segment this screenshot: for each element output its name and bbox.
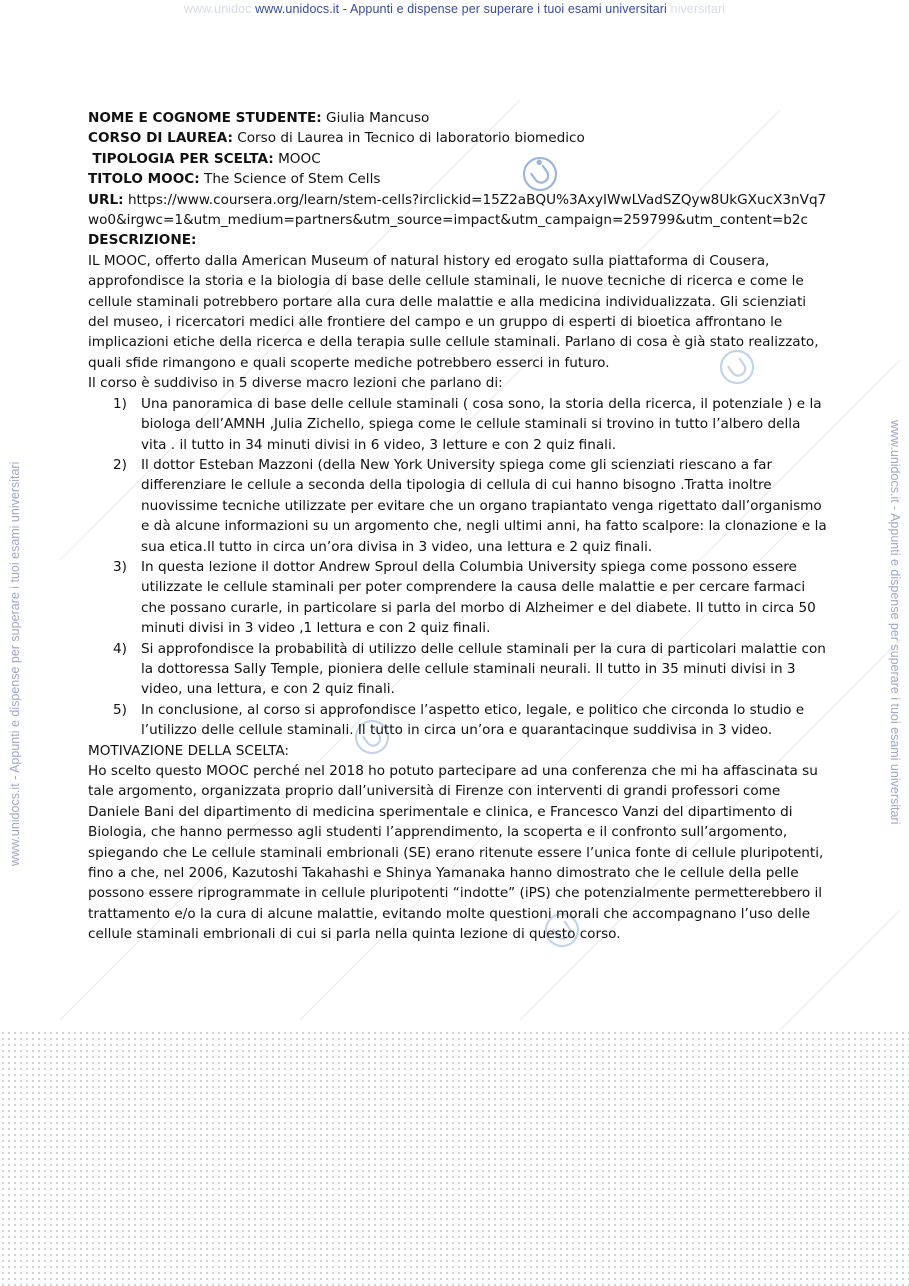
list-item-number: 4) (113, 640, 127, 657)
mooc-title-line (88, 169, 828, 189)
list-item-number: 5) (113, 701, 127, 718)
student-label: NOME E COGNOME STUDENTE (88, 110, 317, 126)
course-value: Corso di Laurea in Tecnico di laboratorio biomedico (237, 130, 585, 147)
type-line: TIPOLOGIA PER SCELTA: MOOC (92, 150, 321, 167)
document-body (88, 108, 828, 945)
description-text: IL MOOC, offerto dalla American Museum of natural history ed erogato sulla piattaforma di Cousera, approfondisce la storia e la biologia di base delle cellule staminali, le nuove tecniche di ricerca e come le cellule staminali potrebbero portare alla cura delle malattie e alla medicina individualizzata. Gli scienziati del museo, i ricercatori medici alle frontiere del campo e un gruppo di esperti di bioetica affrontano le implicazioni etiche della ricerca e della terapia sulle cellule staminali. Parlano di cosa è già stato realizzato, quali sfide rimangono e quali scoperte mediche potrebbero esserci in futuro. (88, 252, 819, 371)
list-item-text: In conclusione, al corso si approfondisce l’aspetto etico, legale, e politico che circonda lo studio e l’utilizzo delle cellule staminali. Il tutto in circa un’ora e quarantacinque suddivisa in 3 video. (141, 701, 805, 739)
lessons-list (88, 394, 828, 741)
watermark-header-text: www.unidocs.it - Appunti e dispense per superare i tuoi esami universitari (255, 2, 667, 16)
url-label: URL: (88, 191, 124, 208)
motivation-heading: MOTIVAZIONE DELLA SCELTA: (88, 742, 290, 759)
list-item-number: 3) (113, 558, 127, 575)
type-label: TIPOLOGIA PER SCELTA (92, 150, 269, 167)
course-label: CORSO DI LAUREA (88, 130, 228, 147)
list-item-text: Il dottor Esteban Mazzoni (della New York University spiega come gli scienziati riescano a far differenziare le cellule a seconda della tipologia di cellula di cui hanno bisogno .Tratta inoltre nuovissime tecniche utilizzate per evitare che un organo trapiantato venga rigettato dall’organismo e dà alcune informazioni su un argomento che, negli ultimi anni, ha fatto scalpore: la clonazione e la sua etica.Il tutto in circa un’ora divisa in 3 video, una lettura e 2 quiz finali. (141, 456, 827, 555)
list-item-number: 1) (113, 395, 127, 412)
url-line (88, 190, 828, 231)
student-line: NOME E COGNOME STUDENTE: Giulia Mancuso (88, 110, 430, 126)
lessons-intro: Il corso è suddiviso in 5 diverse macro lezioni che parlano di: (88, 375, 503, 392)
description-heading: DESCRIZIONE: (88, 232, 197, 249)
mooc-title-label: TITOLO MOOC: (88, 171, 200, 188)
list-item (88, 455, 828, 557)
course-line: CORSO DI LAUREA: Corso di Laurea in Tecnico di laboratorio biomedico (88, 130, 585, 147)
list-item (88, 639, 828, 700)
watermark-ghost-left: www.unidoc (183, 2, 252, 16)
student-value: Giulia Mancuso (326, 110, 430, 126)
list-item (88, 394, 828, 455)
list-item (88, 557, 828, 639)
motivation-text: Ho scelto questo MOOC perché nel 2018 ho potuto partecipare ad una conferenza che mi ha affascinata su tale argomento, organizzata proprio dall’università di Firenze con interventi di grandi professori come Daniele Bani del dipartimento di medicina sperimentale e clinica, e Francesco Vanzi del dipartimento di Biologia, che hanno permesso agli studenti l’apprendimento, la scoperta e il confronto sull’argomento, spiegando che Le cellule staminali embrionali (SE) erano ritenute essere l’unica fonte di cellule pluripotenti, fino a che, nel 2006, Kazutoshi Takahashi e Shinya Yamanaka hanno dimostrato che le cellule della pelle possono essere riprogrammate in cellule pluripotenti “indotte” (iPS) che potenzialmente permetterebbero il trattamento e/o la cura di alcune malattie, evitando molte questioni morali che accompagnano l’uso delle cellule staminali embrionali di cui si parla nella quinta lezione di questo corso. (88, 763, 824, 943)
list-item-text: In questa lezione il dottor Andrew Sproul della Columbia University spiega come possono essere utilizzate le cellule staminali per poter comprendere la causa delle malattie e per cercare farmaci che possano curarle, in particolare si parla del morbo di Alzheimer e del diabete. Il tutto in circa 50 minuti divisi in 3 video ,1 lettura e con 2 quiz finali. (141, 558, 816, 637)
watermark-header (0, 2, 909, 16)
watermark-left-vertical: www.unidocs.it - Appunti e dispense per superare i tuoi esami universitari (8, 461, 22, 866)
watermark-ghost-right: niversitari (670, 2, 726, 16)
mooc-title-value: The Science of Stem Cells (204, 171, 381, 188)
dotted-footer-pattern (0, 1030, 909, 1286)
watermark-right-vertical: www.unidocs.it - Appunti e dispense per superare i tuoi esami universitari (888, 420, 902, 825)
url-value: https://www.coursera.org/learn/stem-cells?irclickid=15Z2aBQU%3AxyIWwLVadSZQyw8UkGXucX3nVq7wo0&irgwc=1&utm_medium=partners&utm_source=impact&utm_campaign=259799&utm_content=b2c (88, 191, 827, 229)
list-item-text: Si approfondisce la probabilità di utilizzo delle cellule staminali per la cura di particolari malattie con la dottoressa Sally Temple, pioniera delle cellule staminali neurali. Il tutto in 35 minuti divisi in 3 video, una lettura, e con 2 quiz finali. (141, 640, 826, 698)
list-item (88, 700, 828, 741)
list-item-text: Una panoramica di base delle cellule staminali ( cosa sono, la storia della ricerca, il potenziale ) e la biologa dell’AMNH ,Julia Zichello, spiega come le cellule staminali si trovino in tutto l’albero della vita . il tutto in 34 minuti divisi in 6 video, 3 letture e con 2 quiz finali. (141, 395, 822, 453)
type-value: MOOC (278, 150, 321, 167)
list-item-number: 2) (113, 456, 127, 473)
